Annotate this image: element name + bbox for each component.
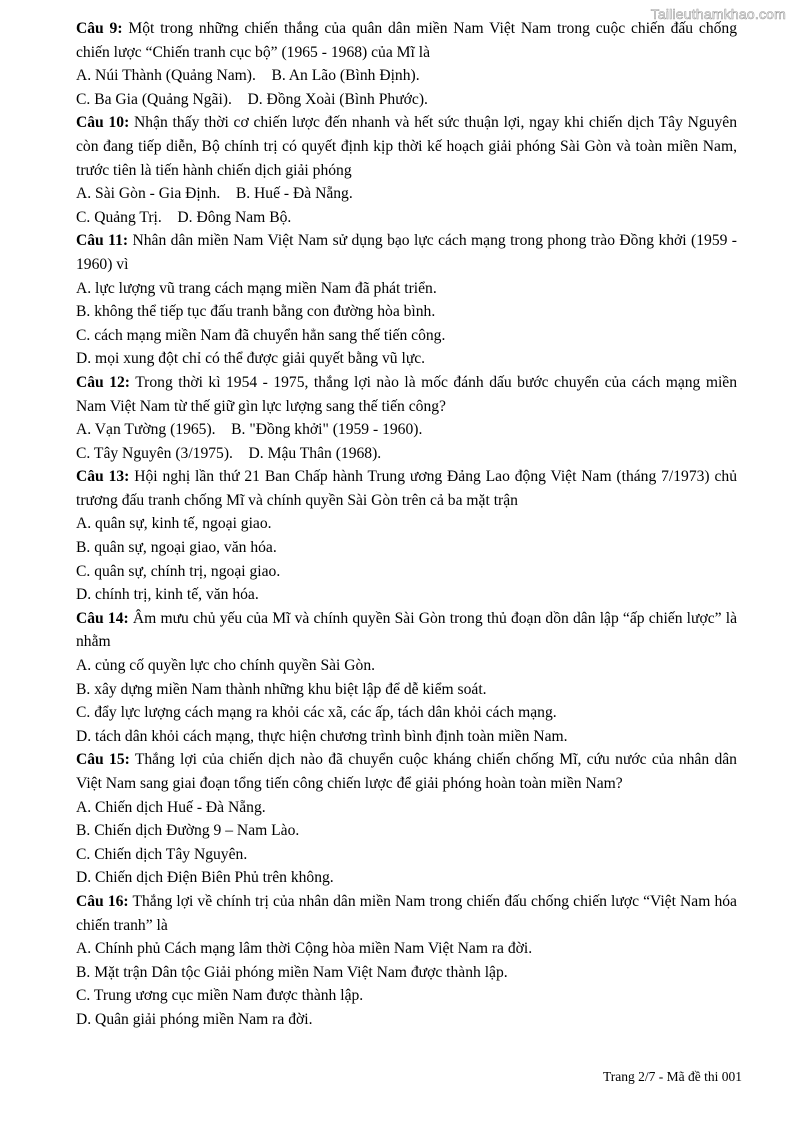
option-a: A. Chính phủ Cách mạng lâm thời Cộng hòa miền Nam Việt Nam ra đời.	[76, 940, 533, 958]
question-16	[76, 890, 737, 1032]
question-text: Âm mưu chủ yếu của Mĩ và chính quyền Sài Gòn trong thủ đoạn dồn dân lập “ấp chiến lược” là nhằm	[76, 609, 737, 651]
option-line: C. Ba Gia (Quảng Ngãi). D. Đồng Xoài (Bình Phước).	[76, 90, 428, 108]
question-text: Thắng lợi của chiến dịch nào đã chuyển cuộc kháng chiến chống Mĩ, cứu nước của nhân dân Việt Nam sang giai đoạn tổng tiến công chiến lược để giải phóng hoàn toàn miền Nam?	[76, 751, 737, 792]
question-stem	[76, 890, 737, 937]
option-line: C. Quảng Trị. D. Đông Nam Bộ.	[76, 208, 292, 226]
question-10	[76, 111, 737, 229]
watermark-text: Tailieuthamkhao.com	[650, 6, 786, 22]
option-a: A. Chiến dịch Huế - Đà Nẵng.	[76, 798, 266, 816]
option-d: D. tách dân khỏi cách mạng, thực hiện chương trình bình định toàn miền Nam.	[76, 727, 568, 745]
option-c: C. cách mạng miền Nam đã chuyển hẳn sang thế tiến công.	[76, 326, 446, 344]
question-number: Câu 15:	[76, 751, 130, 769]
option-d: D. Chiến dịch Điện Biên Phủ trên không.	[76, 869, 334, 887]
question-text: Hội nghị lần thứ 21 Ban Chấp hành Trung ương Đảng Lao động Việt Nam (tháng 7/1973) chủ trương đấu tranh chống Mĩ và chính quyền Sài Gòn trên cả ba mặt trận	[76, 468, 737, 509]
option-b: B. không thể tiếp tục đấu tranh bằng con đường hòa bình.	[76, 303, 436, 321]
question-stem	[76, 229, 737, 276]
option-c: C. Trung ương cục miền Nam được thành lập.	[76, 987, 364, 1005]
question-number: Câu 9:	[76, 20, 123, 37]
option-a: A. quân sự, kinh tế, ngoại giao.	[76, 515, 272, 533]
question-9	[76, 17, 737, 111]
question-number: Câu 14:	[76, 609, 129, 627]
question-text: Một trong những chiến thắng của quân dân miền Nam Việt Nam trong cuộc chiến đấu chống chiến lược “Chiến tranh cục bộ” (1965 - 1968) của Mĩ là	[76, 20, 738, 61]
question-12	[76, 371, 737, 465]
question-11	[76, 229, 737, 371]
question-15	[76, 748, 737, 890]
question-list	[76, 17, 737, 1032]
option-b: B. Chiến dịch Đường 9 – Nam Lào.	[76, 822, 300, 840]
question-stem	[76, 371, 737, 418]
option-a: A. lực lượng vũ trang cách mạng miền Nam đã phát triển.	[76, 279, 437, 297]
option-d: D. Quân giải phóng miền Nam ra đời.	[76, 1010, 313, 1028]
question-number: Câu 16:	[76, 892, 129, 910]
option-d: D. chính trị, kinh tế, văn hóa.	[76, 586, 259, 604]
question-stem	[76, 111, 737, 182]
option-c: C. Chiến dịch Tây Nguyên.	[76, 845, 248, 863]
question-13	[76, 465, 737, 607]
option-line: A. Núi Thành (Quảng Nam). B. An Lão (Bình Định).	[76, 67, 420, 85]
option-c: C. đẩy lực lượng cách mạng ra khỏi các xã, các ấp, tách dân khỏi cách mạng.	[76, 704, 557, 722]
question-text: Thắng lợi về chính trị của nhân dân miền Nam trong chiến đấu chống chiến lược “Việt Nam hóa chiến tranh” là	[76, 892, 737, 934]
question-number: Câu 11:	[76, 232, 129, 250]
option-a: A. củng cố quyền lực cho chính quyền Sài Gòn.	[76, 657, 376, 675]
option-d: D. mọi xung đột chỉ có thể được giải quyết bằng vũ lực.	[76, 350, 426, 368]
page-footer: Trang 2/7 - Mã đề thi 001	[603, 1069, 742, 1084]
question-number: Câu 12:	[76, 373, 130, 391]
option-line: A. Vạn Tường (1965). B. "Đồng khởi" (1959 - 1960).	[76, 421, 423, 439]
question-number: Câu 13:	[76, 468, 130, 486]
question-stem	[76, 465, 737, 512]
option-line: A. Sài Gòn - Gia Định. B. Huế - Đà Nẵng.	[76, 185, 353, 203]
question-text: Trong thời kì 1954 - 1975, thắng lợi nào là mốc đánh dấu bước chuyển của cách mạng miền Nam Việt Nam từ thế giữ gìn lực lượng sang thế tiến công?	[76, 373, 738, 415]
question-number: Câu 10:	[76, 114, 130, 132]
question-text: Nhân dân miền Nam Việt Nam sử dụng bạo lực cách mạng trong phong trào Đồng khởi (1959 - 1960) vì	[76, 232, 737, 273]
option-line: C. Tây Nguyên (3/1975). D. Mậu Thân (1968).	[76, 444, 382, 462]
question-stem	[76, 17, 737, 64]
option-c: C. quân sự, chính trị, ngoại giao.	[76, 562, 281, 580]
question-stem	[76, 607, 737, 654]
option-b: B. xây dựng miền Nam thành những khu biệt lập để dễ kiểm soát.	[76, 680, 487, 698]
question-text: Nhận thấy thời cơ chiến lược đến nhanh và hết sức thuận lợi, ngay khi chiến dịch Tây Nguyên còn đang tiếp diễn, Bộ chính trị có quyết định kịp thời kế hoạch giải phóng Sài Gòn và toàn miền Nam, trước tiên là tiến hành chiến dịch giải phóng	[76, 114, 737, 179]
question-stem	[76, 748, 737, 795]
option-b: B. quân sự, ngoại giao, văn hóa.	[76, 539, 277, 557]
question-14	[76, 607, 737, 749]
option-b: B. Mặt trận Dân tộc Giải phóng miền Nam Việt Nam được thành lập.	[76, 963, 508, 981]
